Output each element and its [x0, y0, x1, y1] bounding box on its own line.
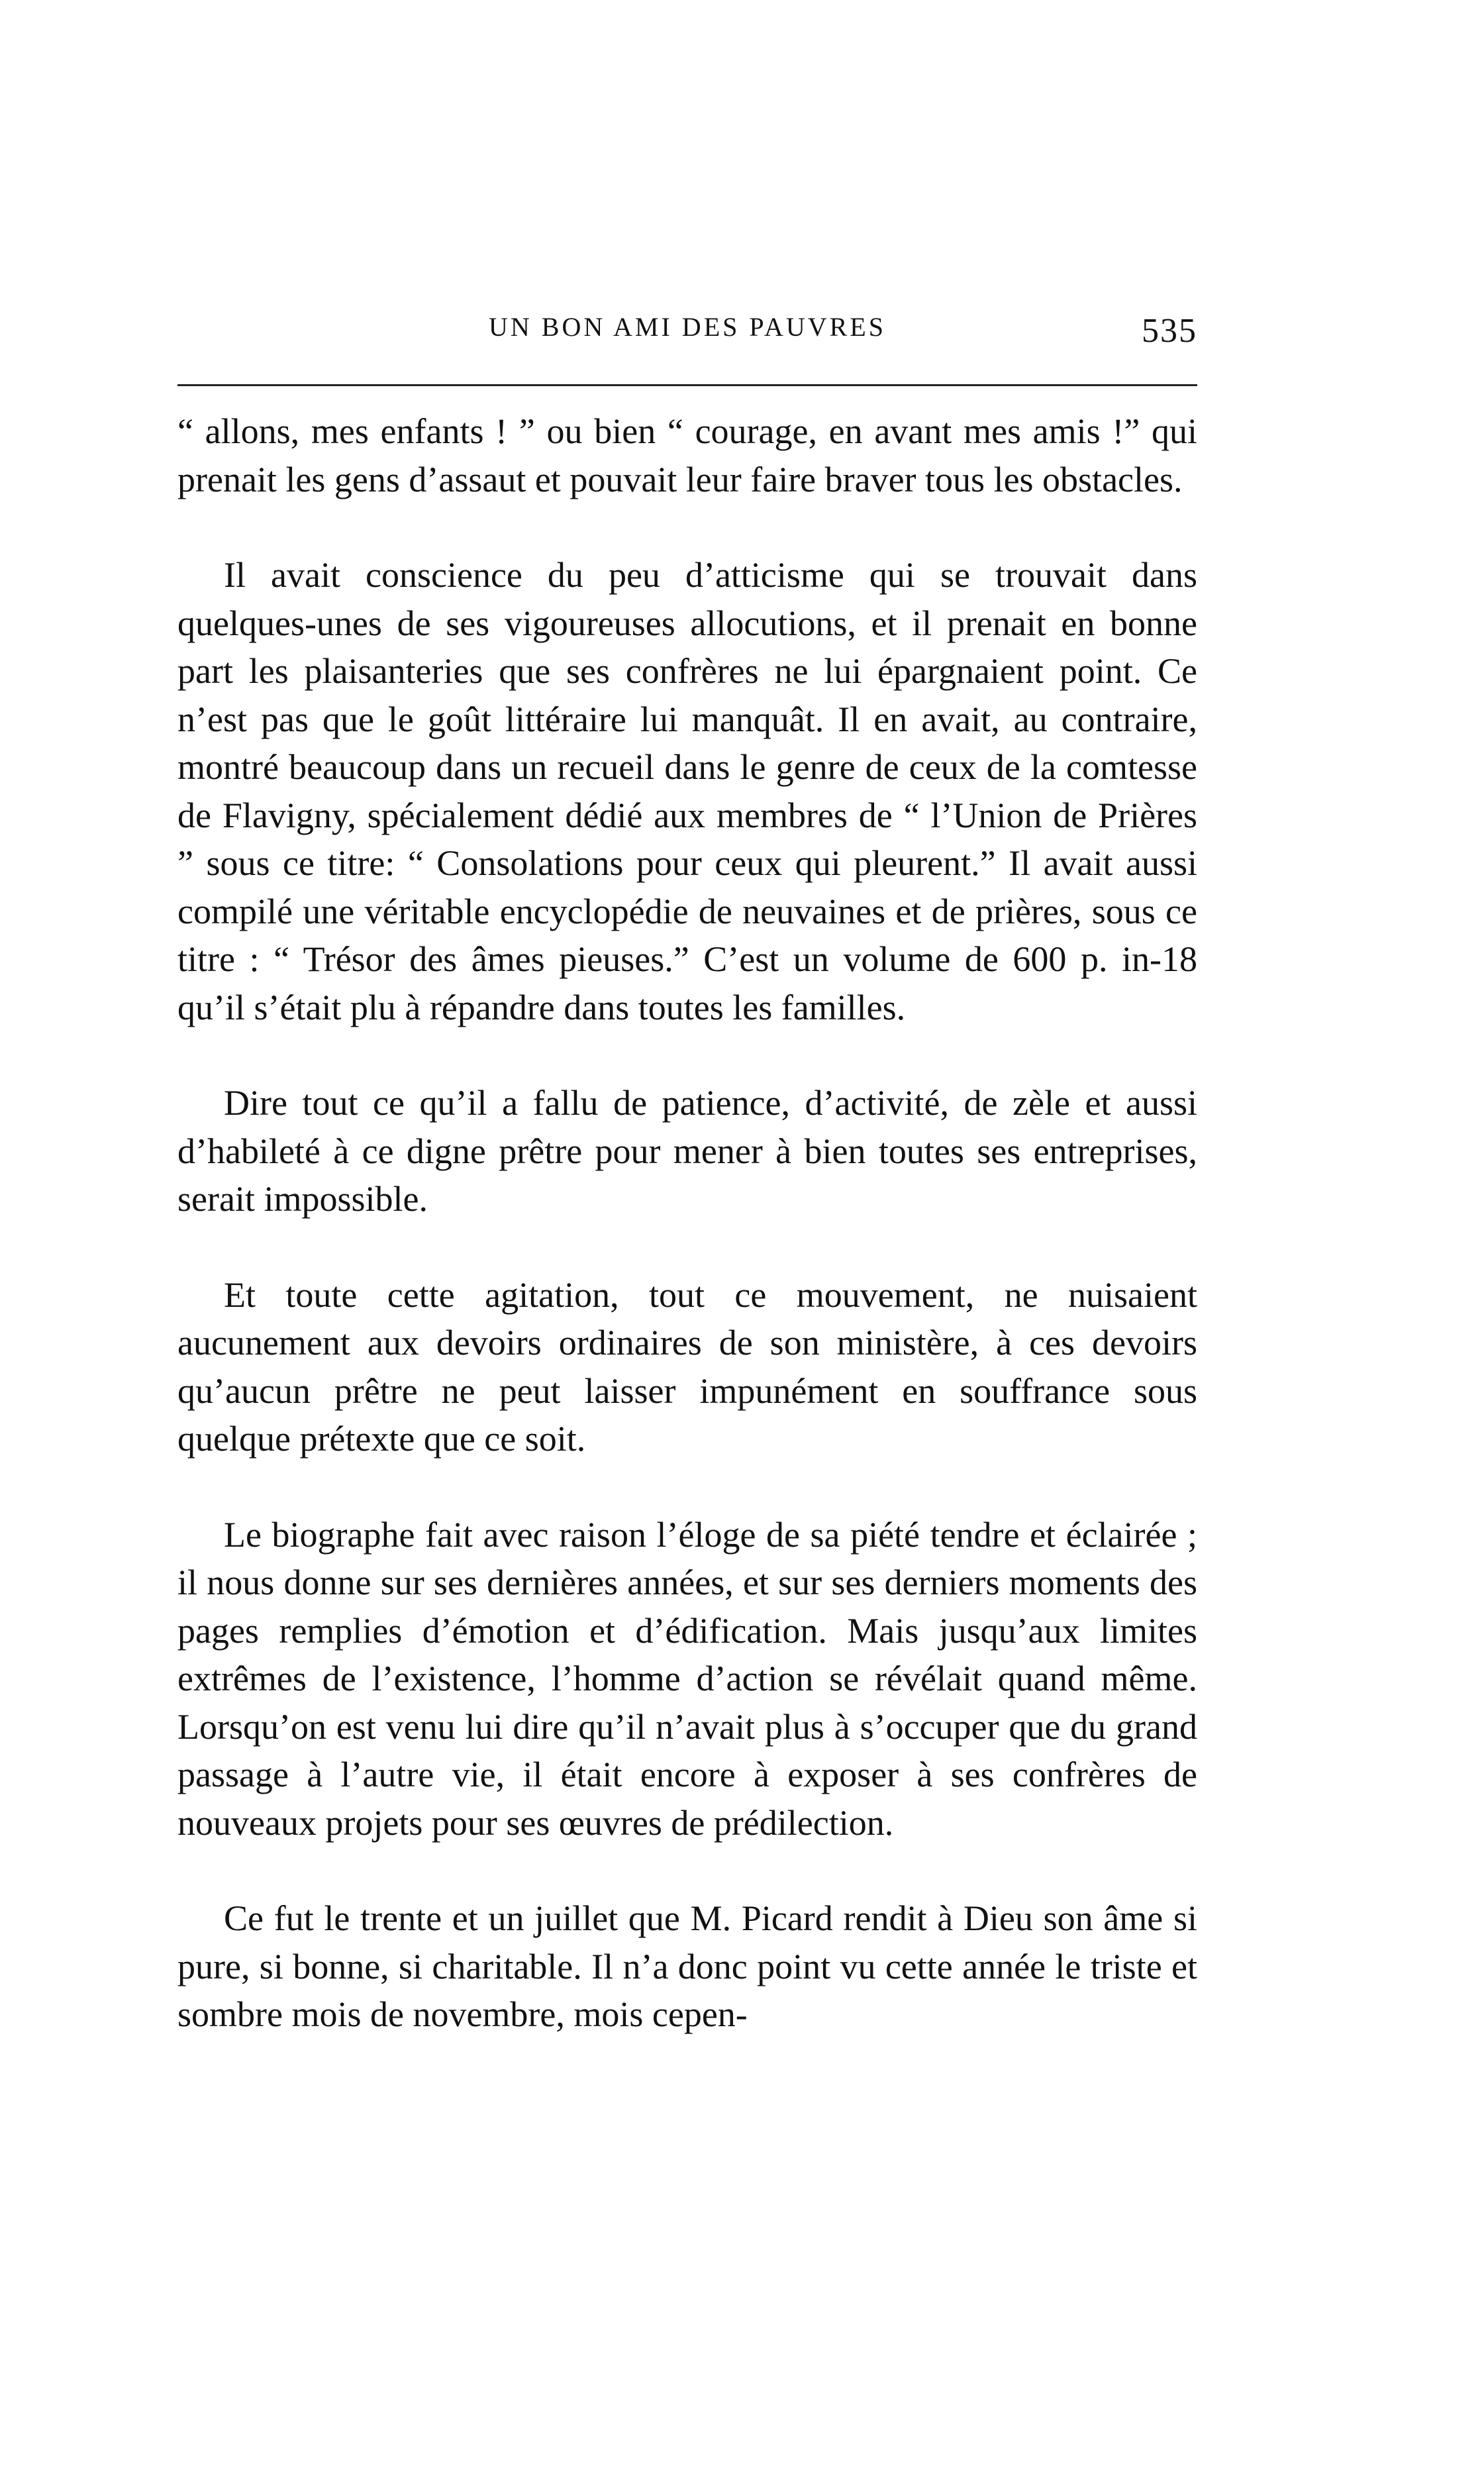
paragraph-4: Et toute cette agitation, tout ce mouvement, ne nuisaient aucunement aux devoirs ordinaires de son ministère, à ces devoirs qu’aucun prêtre ne peut laisser impunément en souffrance sous quelque prétexte que ce soit. [177, 1274, 1197, 1459]
paragraph-3: Dire tout ce qu’il a fallu de patience, d’activité, de zèle et aussi d’habileté à ce digne prêtre pour mener à bien toutes ses entreprises, serait impossible. [177, 1083, 1197, 1219]
paragraph-5: Le biographe fait avec raison l’éloge de sa piété tendre et éclairée ; il nous donne sur ses dernières années, et sur ses derniers moments des pages remplies d’émotion et d’édification. Mais jusqu’aux limites extrêmes de l’existence, l’homme d’action se révélait quand même. Lorsqu’on est venu lui dire qu’il n’avait plus à s’occuper que du grand passage à l’autre vie, il était encore à exposer à ses confrères de nouveaux projets pour ses œuvres de prédilection. [177, 1514, 1197, 1843]
paragraph-6: Ce fut le trente et un juillet que M. Picard rendit à Dieu son âme si pure, si bonne, si charitable. Il n’a donc point vu cette année le triste et sombre mois de novembre, mois cepen- [177, 1898, 1197, 2034]
paragraph-1: “ allons, mes enfants ! ” ou bien “ courage, en avant mes amis !” qui prenait les gens d’assaut et pouvait leur faire braver tous les obstacles. [177, 411, 1197, 499]
paragraph-2: Il avait conscience du peu d’atticisme qui se trouvait dans quelques-unes de ses vigoureuses allocutions, et il prenait en bonne part les plaisanteries que ses confrères ne lui épargnaient point. Ce n’est pas que le goût littéraire lui manquât. Il en avait, au contraire, montré beaucoup dans un recueil dans le genre de ceux de la comtesse de Flavigny, spécialement dédié aux membres de “ l’Union de Prières ” sous ce titre: “ Consolations pour ceux qui pleurent.” Il avait aussi compilé une véritable encyclopédie de neuvaines et de prières, sous ce titre : “ Trésor des âmes pieuses.” C’est un volume de 600 p. in-18 qu’il s’était plu à répandre dans toutes les familles. [177, 555, 1197, 1027]
body-text [177, 407, 1197, 2039]
running-head [177, 311, 1197, 358]
page-number: 535 [1142, 312, 1197, 350]
running-title: UN BON AMI DES PAUVRES [489, 312, 886, 342]
header-rule [177, 384, 1197, 386]
